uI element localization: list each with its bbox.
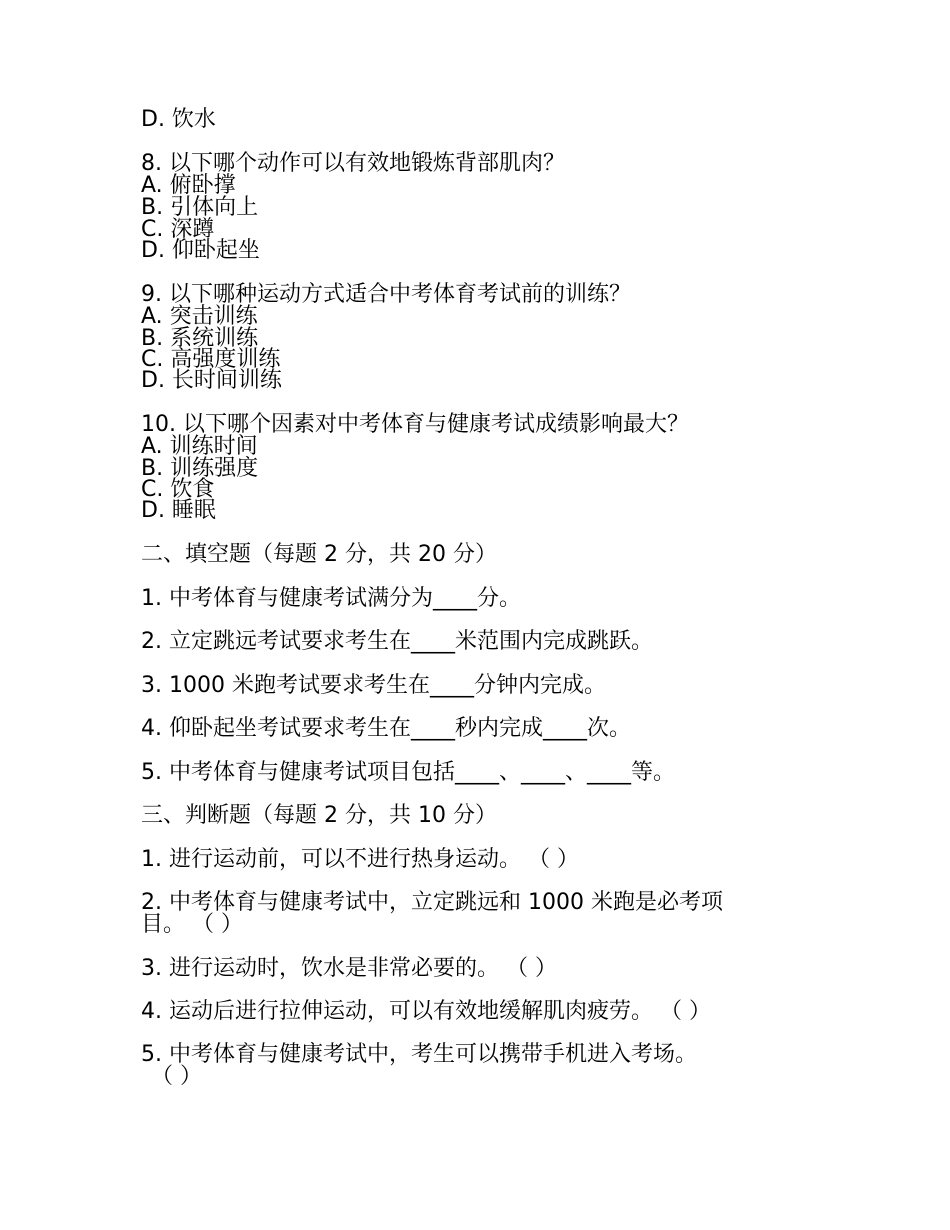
q9-question: 9. 以下哪种运动方式适合中考体育考试前的训练？ [141, 282, 631, 307]
judge-item-2-line-2: 目。 （ ） [141, 912, 243, 937]
q9-option-d: D. 长时间训练 [141, 368, 282, 393]
q7-option-d: D. 饮水 [141, 107, 216, 132]
judge-item-3: 3. 进行运动时，饮水是非常必要的。 （ ） [141, 956, 557, 981]
q10-option-b: B. 训练强度 [141, 456, 259, 481]
q10-option-d: D. 睡眠 [141, 498, 216, 523]
q9-option-a: A. 突击训练 [141, 304, 258, 329]
judge-item-5-line-2: （ ） [151, 1064, 202, 1089]
fill-item-4: 4. 仰卧起坐考试要求考生在____秒内完成____次。 [141, 716, 631, 741]
q8-question: 8. 以下哪个动作可以有效地锻炼背部肌肉？ [141, 151, 565, 176]
judge-item-4: 4. 运动后进行拉伸运动，可以有效地缓解肌肉疲劳。 （ ） [141, 999, 711, 1024]
judge-item-2-line-1: 2. 中考体育与健康考试中，立定跳远和 1000 米跑是必考项 [141, 890, 723, 915]
fill-item-1: 1. 中考体育与健康考试满分为____分。 [141, 586, 521, 611]
fill-item-3: 3. 1000 米跑考试要求考生在____分钟内完成。 [141, 673, 606, 698]
document-page [141, 0, 821, 1230]
q8-option-b: B. 引体向上 [141, 195, 259, 220]
judge-section-heading: 三、判断题（每题 2 分，共 10 分） [141, 803, 497, 828]
q10-question: 10. 以下哪个因素对中考体育与健康考试成绩影响最大？ [141, 412, 689, 437]
q8-option-a: A. 俯卧撑 [141, 173, 236, 198]
fill-section-heading: 二、填空题（每题 2 分，共 20 分） [141, 542, 497, 567]
q9-option-b: B. 系统训练 [141, 326, 259, 351]
q10-option-c: C. 饮食 [141, 477, 215, 502]
fill-item-5: 5. 中考体育与健康考试项目包括____、____、____等。 [141, 760, 675, 785]
q8-option-d: D. 仰卧起坐 [141, 238, 260, 263]
judge-item-5-line-1: 5. 中考体育与健康考试中，考生可以携带手机进入考场。 [141, 1042, 697, 1067]
q9-option-c: C. 高强度训练 [141, 347, 281, 372]
q8-option-c: C. 深蹲 [141, 217, 215, 242]
fill-item-2: 2. 立定跳远考试要求考生在____米范围内完成跳跃。 [141, 629, 653, 654]
judge-item-1: 1. 进行运动前，可以不进行热身运动。 （ ） [141, 847, 579, 872]
q10-option-a: A. 训练时间 [141, 434, 258, 459]
